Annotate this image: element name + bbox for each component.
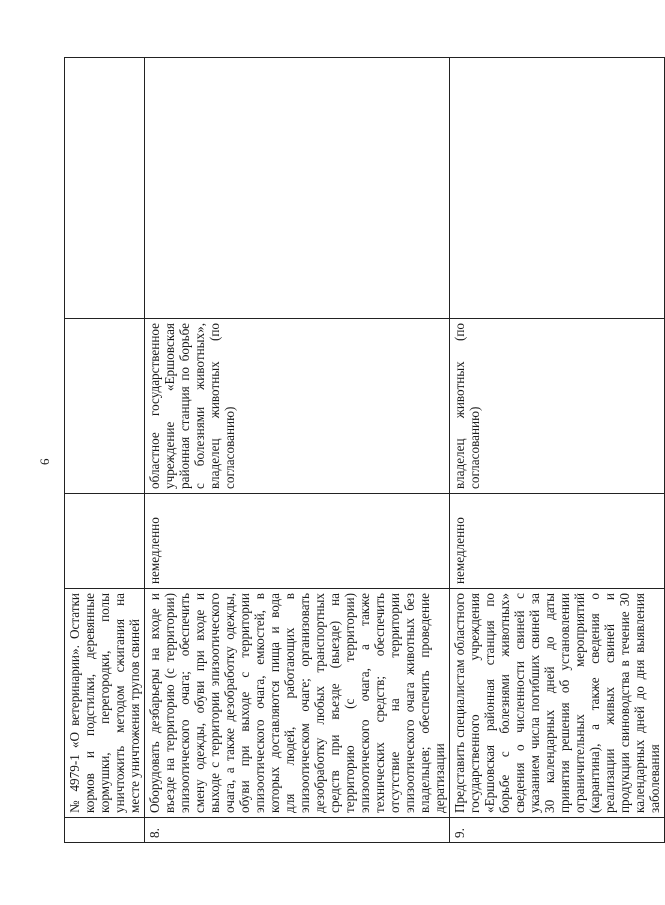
term-cell: немедленно <box>145 494 450 589</box>
term-cell <box>65 494 145 589</box>
responsible-cell: областное государственное учреждение «Ершовская районная станция по борьбе с болезнями животных», владелец животных (по согласованию) <box>145 319 450 494</box>
table-row <box>145 58 450 843</box>
row-number-cell: 9. <box>450 818 665 843</box>
term-cell: немедленно <box>450 494 665 589</box>
measures-table <box>64 57 665 843</box>
blank-cell <box>450 58 665 319</box>
action-cell: Представить специалистам областного государственного учреждения «Ершовская районная станция по борьбе с болезнями животных» сведения о численности свиней с указанием числа погибших свиней за 30 календарных дней до даты принятия решения об установлении ограничительных мероприятий (карантина), а также сведения о реализации живых свиней и продукции свиноводства в течение 30 календарных дней до дня выявления заболевания <box>450 589 665 818</box>
row-number-cell: 8. <box>145 818 450 843</box>
blank-cell <box>145 58 450 319</box>
table-row <box>65 58 145 843</box>
blank-cell <box>65 58 145 319</box>
table-row <box>450 58 665 843</box>
row-number-cell <box>65 818 145 843</box>
responsible-cell <box>65 319 145 494</box>
action-cell: Оборудовать дезбарьеры на входе и въезде на территорию (с территории) эпизоотического очага; обеспечить смену одежды, обуви при входе и выходе с территории эпизоотического очага, а также дезобработку одежды, обуви при выходе с территории эпизоотического очага, емкостей, в которых доставляются пища и вода для людей, работающих в эпизоотическом очаге; организовать дезобработку любых транспортных средств при въезде (выезде) на территорию (с территории) эпизоотического очага, а также технических средств; обеспечить отсутствие на территории эпизоотического очага животных без владельцев; обеспечить проведение дератизации <box>145 589 450 818</box>
page-number: 6 <box>37 458 52 465</box>
responsible-cell: владелец животных (по согласованию) <box>450 319 665 494</box>
action-cell: № 4979-1 «О ветеринарии». Остатки кормов и подстилки, деревянные кормушки, перегородки, полы уничтожить методом сжигания на месте уничтожения трупов свиней <box>65 589 145 818</box>
